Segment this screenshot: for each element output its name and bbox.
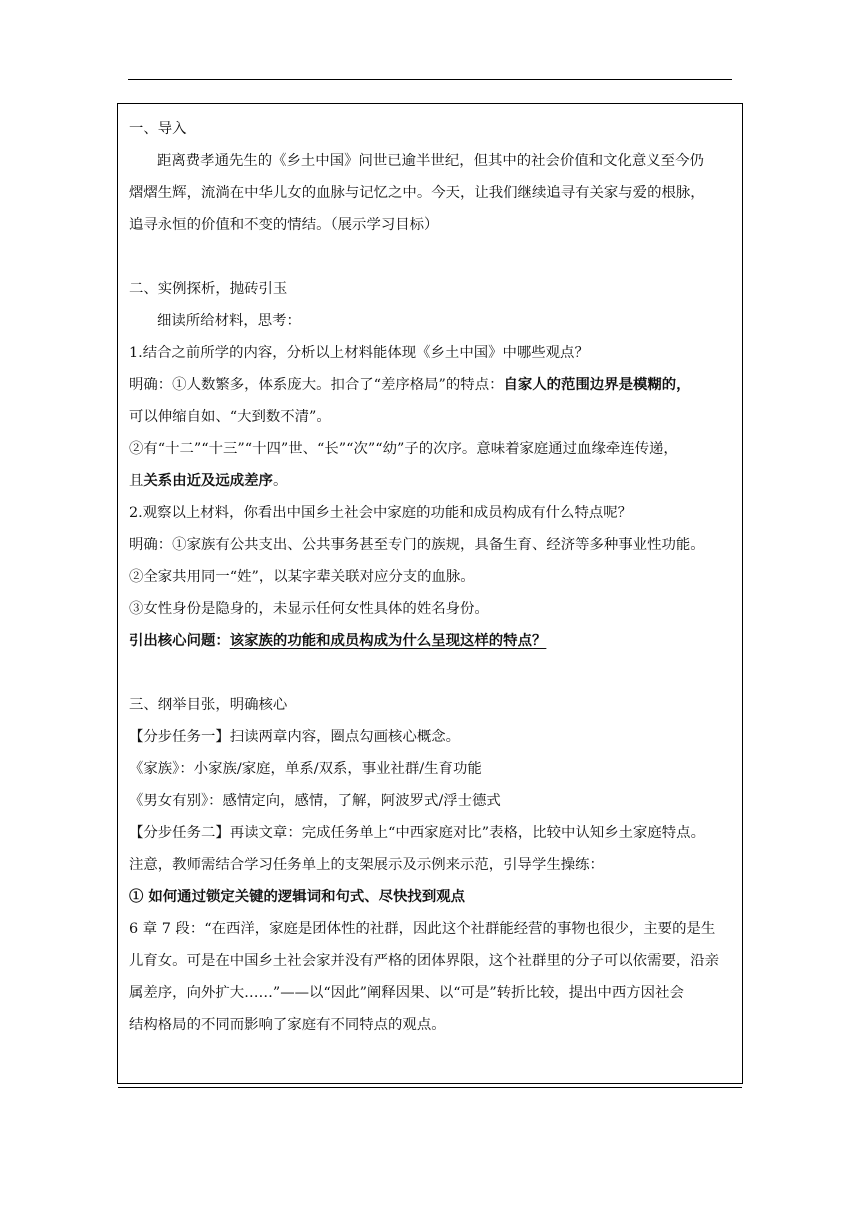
blank-line — [129, 657, 741, 689]
reading-prompt: 细读所给材料，思考： — [157, 313, 301, 329]
task-2-line — [129, 817, 741, 849]
intro-paragraph-line: 追寻永恒的价值和不变的情结。（展示学习目标） — [129, 217, 439, 233]
table-row-divider — [118, 1087, 742, 1088]
section-heading-core: 三、纲举目张，明确核心 — [129, 697, 288, 713]
lesson-plan-body — [129, 113, 741, 1041]
question-1: 1.结合之前所学的内容，分析以上材料能体现《乡土中国》中哪些观点？ — [129, 345, 589, 361]
blank-line — [129, 241, 741, 273]
quote-line: 6 章 7 段：“在西洋，家庭是团体性的社群，因此这个社群能经营的事物也很少，主要的是生 — [129, 921, 716, 937]
core-question: 该家族的功能和成员构成为什么呈现这样的特点？ — [229, 632, 547, 649]
task-1-text: 扫读两章内容，圈点勾画核心概念。 — [229, 729, 461, 745]
answer-1-emphasis: 关系由近及远成差序 — [143, 472, 273, 489]
quote-line: 属差序，向外扩大……”——以“因此”阐释因果、以“可是”转折比较，提出中西方因社会 — [129, 985, 684, 1001]
answer-1-line — [129, 369, 741, 401]
intro-paragraph-line: 熠熠生辉，流淌在中华儿女的血脉与记忆之中。今天，让我们继续追寻有关家与爱的根脉， — [129, 185, 705, 201]
answer-1-line: ②有“十二”“十三”“十四”世、“长”“次”“幼”子的次序。意味着家庭通过血缘牵连传递， — [129, 441, 678, 457]
answer-1-line: 可以伸缩自如、“大到数不清”。 — [129, 409, 331, 425]
core-question-label: 引出核心问题： — [129, 632, 230, 649]
task-2-label: 【分步任务二】 — [129, 825, 230, 841]
method-1-heading: ① 如何通过锁定关键的逻辑词和句式、尽快找到观点 — [129, 888, 465, 905]
answer-1-text: 明确：①人数繁多，体系庞大。扣合了“差序格局”的特点： — [129, 377, 504, 393]
task-2-text: 再读文章：完成任务单上“中西家庭对比”表格，比较中认知乡土家庭特点。 — [229, 825, 705, 841]
task-1-line — [129, 721, 741, 753]
answer-1-text: 。 — [272, 473, 288, 489]
teacher-note: 注意，教师需结合学习任务单上的支架展示及示例来示范，引导学生操练： — [129, 857, 604, 873]
header-rule — [128, 79, 732, 80]
task-1-label: 【分步任务一】 — [129, 729, 230, 745]
section-heading-case-study: 二、实例探析，抛砖引玉 — [129, 281, 288, 297]
question-2: 2.观察以上材料，你看出中国乡土社会中家庭的功能和成员构成有什么特点呢？ — [129, 505, 633, 521]
quote-line: 结构格局的不同而影响了家庭有不同特点的观点。 — [129, 1017, 446, 1033]
answer-2-line: ②全家共用同一“姓”，以某字辈关联对应分支的血脉。 — [129, 569, 475, 585]
family-concepts: 《家族》：小家族/家庭，单系/双系，事业社群/生育功能 — [129, 761, 482, 777]
quote-line: 儿育女。可是在中国乡土社会家并没有严格的团体界限，这个社群里的分子可以依需要，沿亲 — [129, 953, 720, 969]
intro-paragraph-line: 距离费孝通先生的《乡土中国》问世已逾半世纪，但其中的社会价值和文化意义至今仍 — [157, 153, 704, 169]
answer-1-text: 且 — [129, 473, 144, 489]
section-heading-intro: 一、导入 — [129, 121, 187, 137]
answer-2-line: ③女性身份是隐身的，未显示任何女性具体的姓名身份。 — [129, 601, 489, 617]
answer-2-line: 明确：①家族有公共支出、公共事务甚至专门的族规，具备生育、经济等多种事业性功能。 — [129, 537, 705, 553]
gender-concepts: 《男女有别》：感情定向，感情，了解，阿波罗式/浮士德式 — [129, 793, 501, 809]
core-question-line — [129, 625, 741, 657]
answer-1-emphasis: 自家人的范围边界是模糊的， — [503, 376, 691, 393]
answer-1-line — [129, 465, 741, 497]
